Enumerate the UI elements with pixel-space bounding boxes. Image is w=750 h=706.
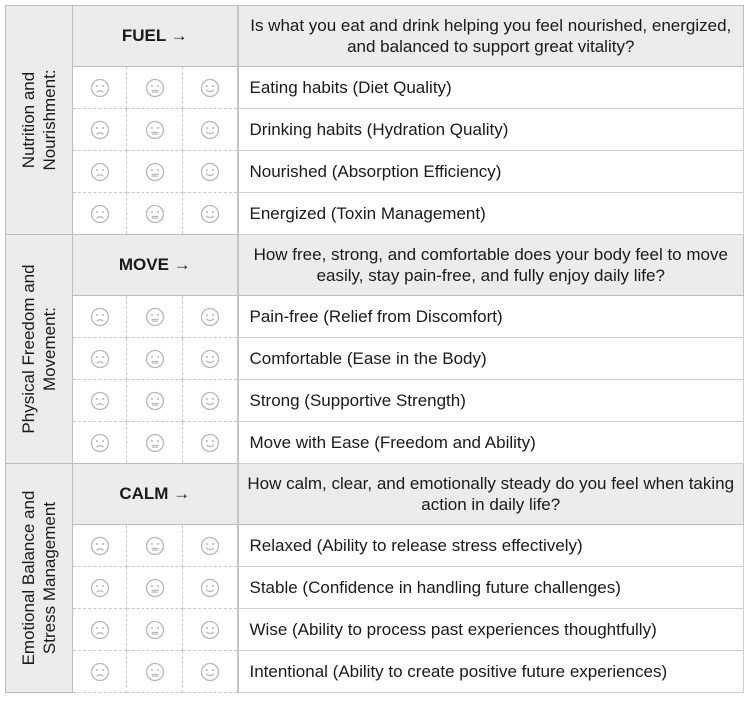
happy-face-icon[interactable] <box>183 567 238 609</box>
section-header-row <box>6 235 744 296</box>
sad-face-icon[interactable] <box>73 422 127 464</box>
item-label: Eating habits (Diet Quality) <box>238 67 744 109</box>
wellness-assessment-sheet <box>5 5 744 693</box>
sad-face-icon[interactable] <box>73 525 127 567</box>
category-label: Physical Freedom and Movement: <box>19 264 59 434</box>
happy-face-icon[interactable] <box>183 109 238 151</box>
rating-row <box>6 525 744 567</box>
item-label: Comfortable (Ease in the Body) <box>238 338 744 380</box>
rating-row <box>6 609 744 651</box>
section-header-row <box>6 6 744 67</box>
category-cell <box>6 464 73 693</box>
happy-face-icon[interactable] <box>183 609 238 651</box>
sad-face-icon[interactable] <box>73 609 127 651</box>
item-label: Intentional (Ability to create positive future experiences) <box>238 651 744 693</box>
rating-row <box>6 296 744 338</box>
neutral-face-icon[interactable] <box>127 67 183 109</box>
happy-face-icon[interactable] <box>183 67 238 109</box>
neutral-face-icon[interactable] <box>127 651 183 693</box>
happy-face-icon[interactable] <box>183 193 238 235</box>
happy-face-icon[interactable] <box>183 525 238 567</box>
sad-face-icon[interactable] <box>73 380 127 422</box>
happy-face-icon[interactable] <box>183 151 238 193</box>
item-label: Stable (Confidence in handling future challenges) <box>238 567 744 609</box>
neutral-face-icon[interactable] <box>127 193 183 235</box>
item-label: Pain-free (Relief from Discomfort) <box>238 296 744 338</box>
sad-face-icon[interactable] <box>73 567 127 609</box>
rating-row <box>6 380 744 422</box>
neutral-face-icon[interactable] <box>127 422 183 464</box>
sad-face-icon[interactable] <box>73 193 127 235</box>
category-label: Emotional Balance and Stress Management <box>19 490 59 666</box>
item-label: Move with Ease (Freedom and Ability) <box>238 422 744 464</box>
rating-row <box>6 109 744 151</box>
happy-face-icon[interactable] <box>183 422 238 464</box>
sad-face-icon[interactable] <box>73 67 127 109</box>
item-label: Relaxed (Ability to release stress effectively) <box>238 525 744 567</box>
rating-row <box>6 422 744 464</box>
category-cell <box>6 235 73 464</box>
sad-face-icon[interactable] <box>73 651 127 693</box>
section-title: MOVE → <box>73 235 238 296</box>
sad-face-icon[interactable] <box>73 338 127 380</box>
neutral-face-icon[interactable] <box>127 296 183 338</box>
item-label: Drinking habits (Hydration Quality) <box>238 109 744 151</box>
happy-face-icon[interactable] <box>183 380 238 422</box>
neutral-face-icon[interactable] <box>127 151 183 193</box>
category-cell <box>6 6 73 235</box>
item-label: Wise (Ability to process past experiences thoughtfully) <box>238 609 744 651</box>
category-label: Nutrition and Nourishment: <box>19 69 59 171</box>
neutral-face-icon[interactable] <box>127 567 183 609</box>
neutral-face-icon[interactable] <box>127 338 183 380</box>
neutral-face-icon[interactable] <box>127 609 183 651</box>
neutral-face-icon[interactable] <box>127 109 183 151</box>
section-header-row <box>6 464 744 525</box>
happy-face-icon[interactable] <box>183 338 238 380</box>
rating-row <box>6 338 744 380</box>
rating-row <box>6 151 744 193</box>
rating-row <box>6 67 744 109</box>
item-label: Nourished (Absorption Efficiency) <box>238 151 744 193</box>
neutral-face-icon[interactable] <box>127 380 183 422</box>
item-label: Energized (Toxin Management) <box>238 193 744 235</box>
section-question: How free, strong, and comfortable does your body feel to move easily, stay pain-free, and fully enjoy daily life? <box>238 235 744 296</box>
section-question: How calm, clear, and emotionally steady do you feel when taking action in daily life? <box>238 464 744 525</box>
item-label: Strong (Supportive Strength) <box>238 380 744 422</box>
neutral-face-icon[interactable] <box>127 525 183 567</box>
section-title: CALM → <box>73 464 238 525</box>
rating-row <box>6 651 744 693</box>
happy-face-icon[interactable] <box>183 651 238 693</box>
sad-face-icon[interactable] <box>73 151 127 193</box>
rating-row <box>6 193 744 235</box>
assessment-table <box>5 5 744 693</box>
happy-face-icon[interactable] <box>183 296 238 338</box>
section-question: Is what you eat and drink helping you feel nourished, energized, and balanced to support great vitality? <box>238 6 744 67</box>
rating-row <box>6 567 744 609</box>
section-title: FUEL → <box>73 6 238 67</box>
sad-face-icon[interactable] <box>73 296 127 338</box>
sad-face-icon[interactable] <box>73 109 127 151</box>
